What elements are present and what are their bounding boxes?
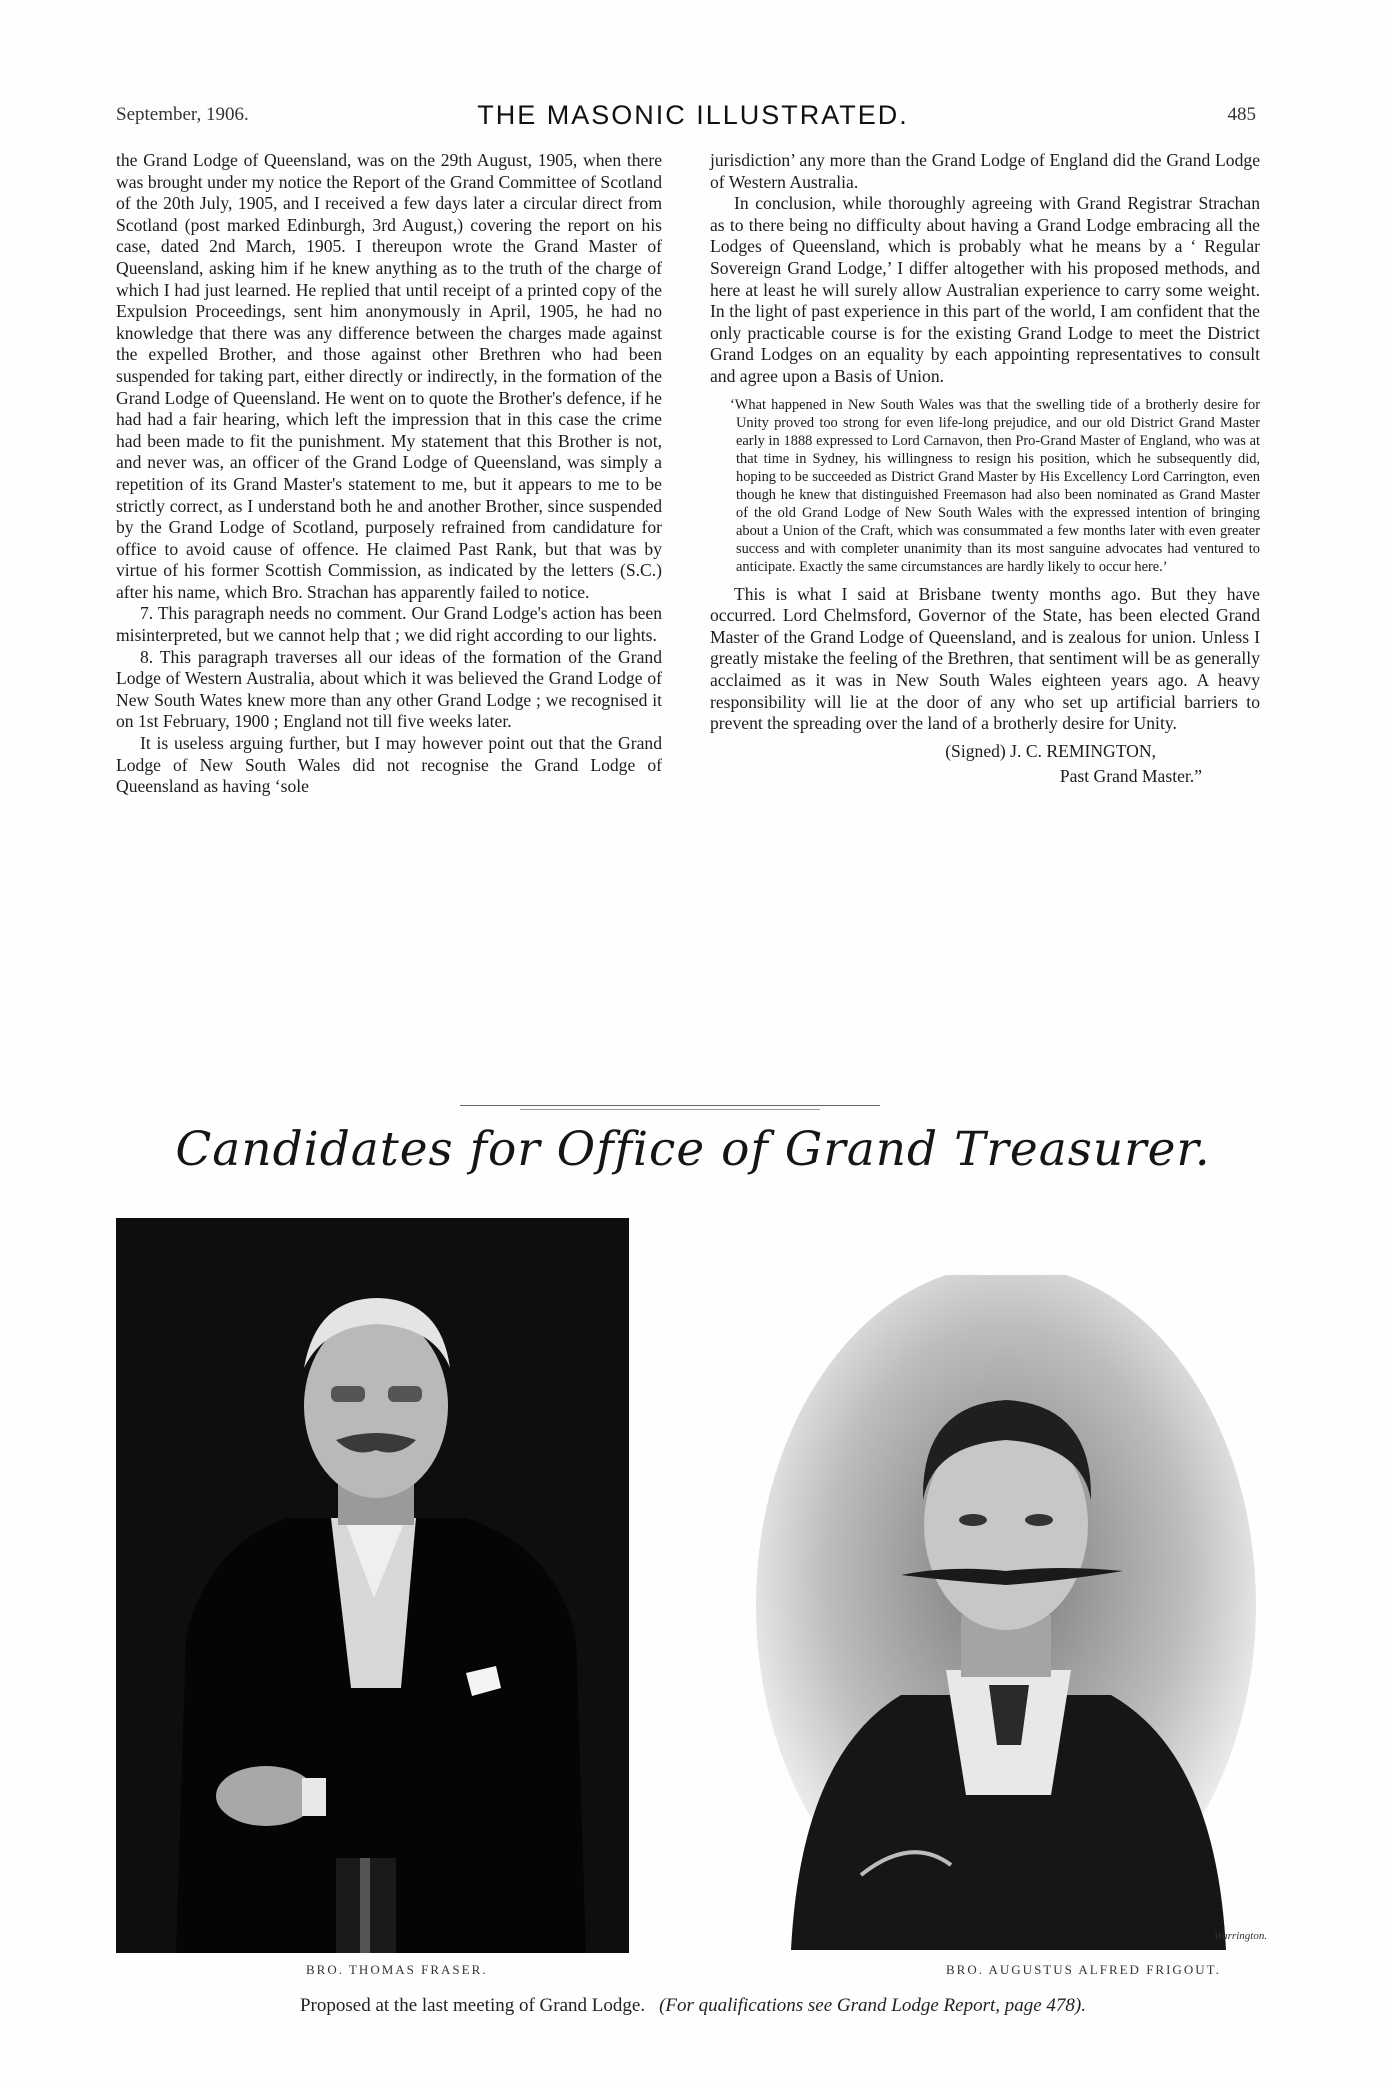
left-paragraph: 8. This paragraph traverses all our ideas of the formation of the Grand Lodge of Western Australia, about which it was believed the Grand Lodge of New South Wates knew more than any other Grand Lodge ; we recognised it on 1st February, 1900 ; England not till five weeks later.	[116, 646, 662, 732]
caption-augustus-frigout: BRO. AUGUSTUS ALFRED FRIGOUT.	[946, 1962, 1221, 1977]
divider-rule	[520, 1109, 820, 1110]
right-paragraph: In conclusion, while thoroughly agreeing with Grand Registrar Strachan as to there being no difficulty about having a Grand Lodge embracing all the Lodges of Queensland, which is probably what he means by a ‘ Regular Sovereign Grand Lodge,’ I differ altogether with his proposed methods, and here at least he will surely allow Australian experience to carry some weight. In the light of past experience in this part of the world, I am confident that the only practicable course is for the existing Grand Lodge to meet the District Grand Lodges on an equality by each appointing representatives to consult and agree upon a Basis of Union.	[710, 193, 1260, 386]
signature-name: (Signed) J. C. REMINGTON,	[945, 740, 1156, 761]
right-paragraph: jurisdiction’ any more than the Grand Lodge of England did the Grand Lodge of Western Australia.	[710, 150, 1260, 192]
header-date: September, 1906.	[116, 104, 249, 125]
footer-note	[0, 1995, 1386, 2017]
signature-block	[710, 739, 1260, 789]
masthead-title: THE MASONIC ILLUSTRATED.	[477, 100, 909, 130]
quote-text: ‘What happened in New South Wales was that the swelling tide of a brotherly desire for Unity proved too strong for even life-long prejudice, and our old District Grand Master early in 1888 expressed to Lord Carnavon, then Pro-Grand Master of England, who was at that time in Sydney, his willingness to resign his position, which he subsequently did, hoping to be succeeded as District Grand Master by His Excellency Lord Carrington, even though he knew that distinguished Freemason had also been nominated as Grand Master of the old Grand Lodge of New South Wales with the expressed intention of bringing about a Union of the Craft, which was consummated a few months later with even greater success and with completer unanimity than its most sanguine advocates had ventured to anticipate. Exactly the same circumstances are hardly likely to occur here.’	[730, 396, 1260, 575]
photographer-credit: Warrington.	[1214, 1930, 1268, 1942]
caption-thomas-fraser: BRO. THOMAS FRASER.	[306, 1962, 488, 1977]
page-number: 485	[1227, 104, 1256, 125]
left-paragraph: 7. This paragraph needs no comment. Our Grand Lodge's action has been misinterpreted, but we cannot help that ; we did right according to our lights.	[116, 603, 662, 646]
right-column	[710, 150, 1260, 789]
left-paragraph: the Grand Lodge of Queensland, was on the 29th August, 1905, when there was brought under my notice the Report of the Grand Committee of Scotland of the 20th July, 1905, and I received a few days later a circular direct from Scotland (post marked Edinburgh, 3rd August,) covering the report on his case, dated 2nd March, 1905. I thereupon wrote the Grand Master of Queensland, asking him if he knew anything as to the truth of the charge of which I had just learned. He replied that until receipt of a printed copy of the Expulsion Proceedings, sent him anonymously in April, 1905, he had no knowledge that there was any difference between the charges made against the expelled Brother, and those against other Brethren who had been suspended for taking part, either directly or indirectly, in the formation of the Grand Lodge of Queensland. He went on to quote the Brother's defence, if he had had a fair hearing, which left the impression that in this case the crime had been made to fit the punishment. My statement that this Brother is not, and never was, an officer of the Grand Lodge of Queensland, was simply a repetition of its Grand Master's statement to me, but it appears to me to be strictly correct, as I understand both he and another Brother, since suspended by the Grand Lodge of Scotland, purposely refrained from candidature for office to avoid cause of offence. He claimed Past Rank, but that was by virtue of his former Scottish Commission, as indicated by the letters (S.C.) after his name, which Bro. Strachan has apparently failed to notice.	[116, 150, 662, 602]
block-quote	[730, 396, 1260, 576]
portrait-frigout-image	[751, 1275, 1261, 1950]
section-title: Candidates for Office of Grand Treasurer.	[175, 1122, 1211, 1177]
right-paragraph: This is what I said at Brisbane twenty months ago. But they have occurred. Lord Chelmsford, Governor of the State, has been elected Grand Master of the Grand Lodge of Queensland, and is zealous for union. Unless I greatly mistake the feeling of the Brethren, that sentiment will be as generally acclaimed as it was in New South Wales eighteen years ago. A heavy responsibility will lie at the door of any who set up artificial barriers to prevent the spreading over the land of a brotherly desire for Unity.	[710, 583, 1260, 734]
portrait-thomas-fraser	[116, 1218, 629, 1953]
divider-rule	[460, 1105, 880, 1106]
left-column	[116, 150, 662, 798]
portrait-augustus-frigout	[751, 1275, 1261, 1950]
footer-italic-note: (For qualifications see Grand Lodge Report, page 478).	[659, 1995, 1087, 2016]
signature-title: Past Grand Master.”	[1059, 765, 1202, 786]
portrait-fraser-image	[116, 1218, 629, 1953]
left-paragraph: It is useless arguing further, but I may however point out that the Grand Lodge of New South Wales did not recognise the Grand Lodge of Queensland as having ‘sole	[116, 733, 662, 797]
footer-main-text: Proposed at the last meeting of Grand Lodge.	[299, 1995, 646, 2016]
